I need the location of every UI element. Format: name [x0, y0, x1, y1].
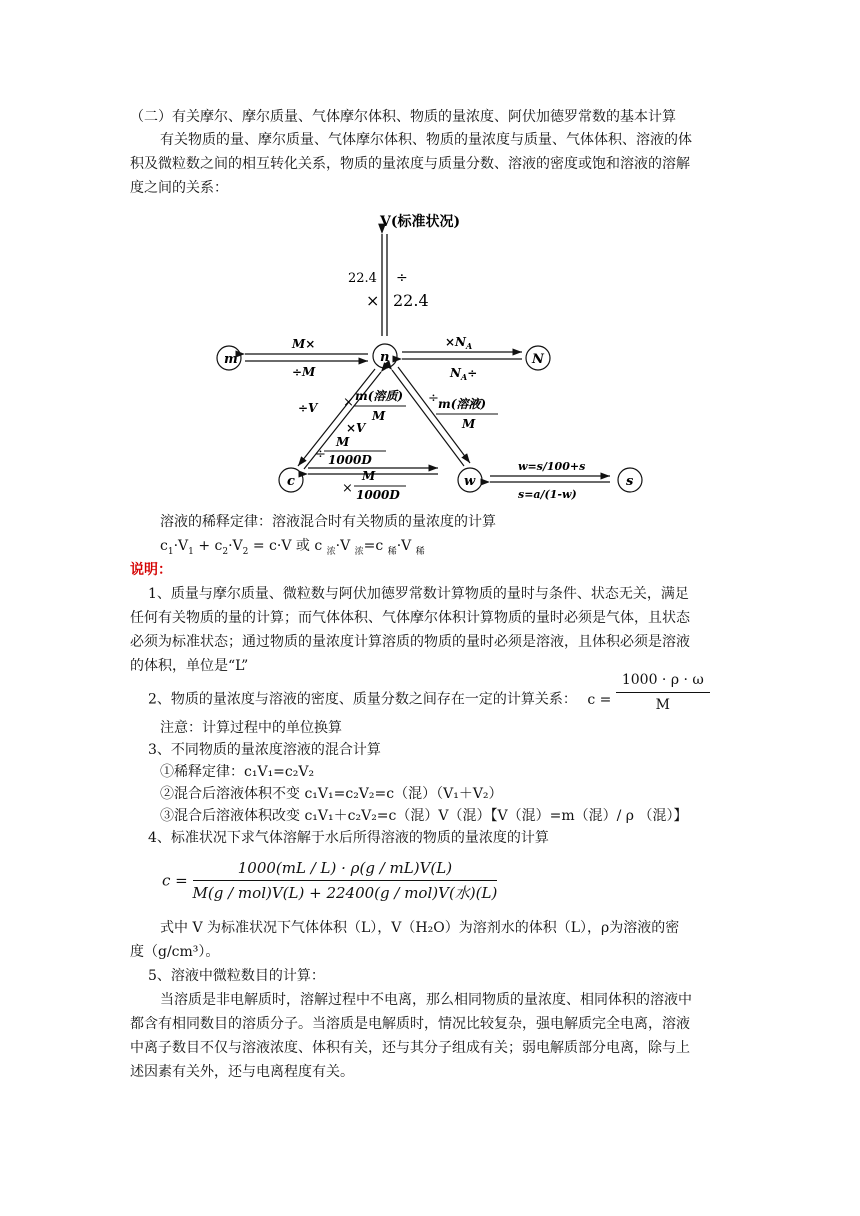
point-5-line-1: 当溶质是非电解质时，溶解过程中不电离，那么相同物质的量浓度、相同体积的溶液中: [160, 992, 692, 1008]
label-right-frac-den: M: [462, 417, 476, 431]
dilution-formula: $c_1\cdot V_1 + c_2\cdot V_2 = c\cdot V$ 或 c $_浓$·V $_浓$=c $_稀$·V $_稀$: [160, 538, 425, 557]
label-cw-bot-num: M: [362, 469, 376, 483]
n-w-arrow-inner: [392, 370, 464, 466]
conversion-diagram: [200, 206, 660, 506]
label-m-mul: M×: [292, 337, 316, 351]
label-cw-top-den: 1000D: [328, 453, 372, 467]
point-2: 2、物质的量浓度与溶液的密度、质量分数之间存在一定的计算关系： c = $\frac{1000 \cdot \rho \cdot \omega}{M}$: [148, 684, 748, 715]
n-w-arrow-outer: [398, 367, 470, 463]
point-1-line-3: 必须为标准状态；通过物质的量浓度计算溶质的物质的量时必须是溶液，且体积必须是溶液: [130, 634, 690, 650]
intro-line-2: 积及微粒数之间的相互转化关系，物质的量浓度与质量分数、溶液的密度或饱和溶液的溶解: [130, 156, 690, 172]
label-cw-bot-den: 1000D: [356, 488, 400, 502]
node-c-label: c: [287, 474, 295, 489]
label-cw-div: ÷: [315, 447, 326, 462]
label-div-top: ÷: [396, 270, 408, 286]
note-title: 说明：: [130, 562, 172, 578]
label-22-4-left: 22.4: [348, 271, 377, 286]
point-4: 4、标准状况下求气体溶解于水后所得溶液的物质的量浓度的计算: [148, 830, 549, 846]
label-ws-top: w=s/100+s: [518, 460, 586, 473]
label-ws-bot: s=a/(1-w): [518, 488, 577, 501]
node-m-label: m: [224, 352, 238, 367]
node-n-label: n: [380, 350, 390, 365]
label-NA-mul: $\times N_A$: [445, 335, 473, 351]
point-1-line-4: 的体积，单位是“L”: [130, 658, 249, 674]
point-3-2: ②混合后溶液体积不变 c₁V₁=c₂V₂=c（混）（V₁＋V₂）: [160, 786, 503, 802]
label-22-4-right: 22.4: [393, 291, 429, 310]
point-1-line-2: 任何有关物质的量的计算；而气体体积、气体摩尔体积计算物质的量时必须是气体，且状态: [130, 610, 690, 626]
point-3-1: ①稀释定律：c₁V₁=c₂V₂: [160, 764, 315, 780]
intro-line-3: 度之间的关系：: [130, 180, 228, 196]
intro-line-1: 有关物质的量、摩尔质量、气体摩尔体积、物质的量浓度与质量、气体体积、溶液的体: [160, 132, 692, 148]
label-m-div: ÷M: [292, 365, 316, 379]
label-mid-frac-den: M: [372, 409, 386, 423]
point-4-explanation-1: 式中 V 为标准状况下气体体积（L），V（H₂O）为溶剂水的体积（L），ρ为溶液的密: [160, 920, 680, 936]
density-formula-fraction: $\frac{1000 \cdot \rho \cdot \omega}{M}$: [616, 670, 710, 715]
label-cw-mul: ×: [342, 481, 353, 496]
point-3: 3、不同物质的量浓度溶液的混合计算: [148, 742, 381, 758]
label-mul-left: ×: [366, 291, 380, 310]
label-right-div: ÷: [428, 391, 439, 406]
gas-formula-fraction: $\frac{1000(mL / L) \cdot \rho(g / mL)V(L)}{\text{M(g / mol)V(L) + 22400(g / mol)V(水)(L)}}$: [192, 859, 498, 902]
point-5-line-4: 述因素有关外，还与电离程度有关。: [130, 1064, 354, 1080]
point-2-note: 注意：计算过程中的单位换算: [160, 720, 342, 736]
label-div-v: ÷V: [298, 401, 318, 415]
point-4-explanation-2: 度（g/cm³）。: [130, 944, 220, 960]
point-5: 5、溶液中微粒数目的计算：: [148, 968, 325, 984]
point-5-line-3: 中离子数目不仅与溶液浓度、体积有关，还与其分子组成有关；弱电解质部分电离，除与上: [130, 1040, 690, 1056]
label-NA-div: $N_A\div$: [450, 366, 478, 382]
gas-concentration-formula: c = $\frac{1000(mL / L) \cdot \rho(g / mL)V(L)}{\text{M(g / mol)V(L) + 22400(g / mol)V(水)(L)}}$: [162, 859, 498, 902]
label-mid-xv: ×V: [346, 421, 366, 435]
point-5-line-2: 都含有相同数目的溶质分子。当溶质是电解质时，情况比较复杂，强电解质完全电离，溶液: [130, 1016, 690, 1032]
label-mid-mul: ×: [343, 395, 354, 410]
node-w-label: w: [464, 474, 476, 489]
label-cw-top-num: M: [336, 435, 350, 449]
section-heading: （二）有关摩尔、摩尔质量、气体摩尔体积、物质的量浓度、阿伏加德罗常数的基本计算: [130, 109, 676, 125]
dilution-title: 溶液的稀释定律：溶液混合时有关物质的量浓度的计算: [160, 514, 496, 530]
point-3-3: ③混合后溶液体积改变 c₁V₁＋c₂V₂=c（混）V（混）【V（混）=m（混）/ ρ （混）】: [160, 808, 688, 824]
label-mid-frac-num: m(溶质): [355, 389, 404, 403]
node-N-label: N: [532, 352, 544, 367]
point-1-line-1: 1、质量与摩尔质量、微粒数与阿伏加德罗常数计算物质的量时与条件、状态无关，满足: [148, 586, 689, 602]
node-s-label: s: [626, 474, 634, 489]
label-right-frac-num: m(溶液): [438, 397, 487, 411]
volume-label: V(标准状况): [380, 214, 461, 230]
